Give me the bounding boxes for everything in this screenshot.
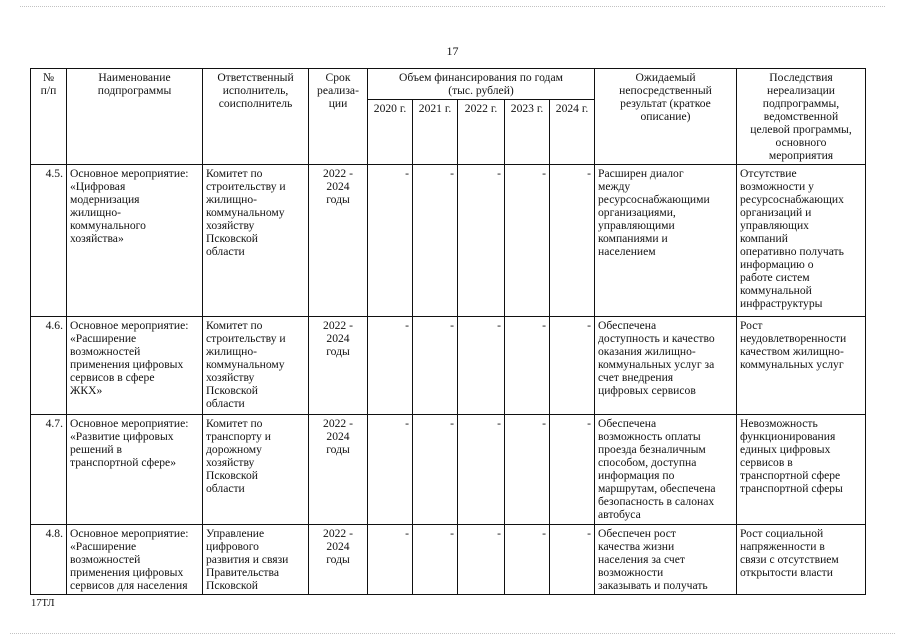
header-num: № п/п xyxy=(31,69,67,165)
executor: Комитет по транспорту и дорожному хозяйству Псковской области xyxy=(203,415,309,525)
funding-value: - xyxy=(505,317,550,415)
funding-value: - xyxy=(368,525,413,595)
measure-name: Основное мероприятие: «Расширение возможностей применения цифровых сервисов в сфере ЖКХ» xyxy=(67,317,203,415)
page-number: 17 xyxy=(446,44,459,58)
measure-name: Основное мероприятие: «Цифровая модернизация жилищно- коммунального хозяйства» xyxy=(67,165,203,317)
consequences: Отсутствие возможности у ресурсоснабжающих организаций и управляющих компаний оперативно получать информацию о работе систем коммунальной инфраструктуры xyxy=(737,165,866,317)
scan-edge-bottom xyxy=(10,633,895,636)
funding-value: - xyxy=(413,525,458,595)
consequences: Рост неудовлетворенности качеством жилищно- коммунальных услуг xyxy=(737,317,866,415)
executor: Управление цифрового развития и связи Правительства Псковской xyxy=(203,525,309,595)
expected-result: Расширен диалог между ресурсоснабжающими организациями, управляющими компаниями и населением xyxy=(595,165,737,317)
period: 2022 - 2024 годы xyxy=(309,415,368,525)
funding-value: - xyxy=(458,525,505,595)
table-row xyxy=(31,165,866,317)
row-number: 4.8. xyxy=(31,525,67,595)
funding-value: - xyxy=(413,165,458,317)
header-consequences: Последствия нереализации подпрограммы, ведомственной целевой программы, основного мероприятия xyxy=(737,69,866,165)
expected-result: Обеспечена доступность и качество оказания жилищно- коммунальных услуг за счет внедрения цифровых сервисов xyxy=(595,317,737,415)
program-table xyxy=(30,68,866,595)
measure-name: Основное мероприятие: «Расширение возможностей применения цифровых сервисов для населения xyxy=(67,525,203,595)
funding-value: - xyxy=(458,165,505,317)
consequences: Рост социальной напряженности в связи с отсутствием открытости власти xyxy=(737,525,866,595)
header-result: Ожидаемый непосредственный результат (краткое описание) xyxy=(595,69,737,165)
expected-result: Обеспечена возможность оплаты проезда безналичным способом, доступна информация по маршрутам, обеспечена безопасность в салонах автобуса xyxy=(595,415,737,525)
funding-value: - xyxy=(550,317,595,415)
header-executor: Ответственный исполнитель, соисполнитель xyxy=(203,69,309,165)
header-period: Срок реализа- ции xyxy=(309,69,368,165)
footer-code: 17ТЛ xyxy=(31,598,55,609)
period: 2022 - 2024 годы xyxy=(309,165,368,317)
funding-value: - xyxy=(368,415,413,525)
measure-name: Основное мероприятие: «Развитие цифровых решений в транспортной сфере» xyxy=(67,415,203,525)
funding-value: - xyxy=(458,317,505,415)
funding-value: - xyxy=(368,165,413,317)
header-funding: Объем финансирования по годам (тыс. рублей) xyxy=(368,69,595,100)
funding-value: - xyxy=(505,525,550,595)
header-name: Наименование подпрограммы xyxy=(67,69,203,165)
row-number: 4.6. xyxy=(31,317,67,415)
scan-edge-top xyxy=(20,6,885,9)
funding-value: - xyxy=(550,415,595,525)
funding-value: - xyxy=(505,165,550,317)
header-year: 2023 г. xyxy=(505,100,550,165)
header-year: 2020 г. xyxy=(368,100,413,165)
consequences: Невозможность функционирования единых цифровых сервисов в транспортной сфере транспортной сферы xyxy=(737,415,866,525)
expected-result: Обеспечен рост качества жизни населения за счет возможности заказывать и получать xyxy=(595,525,737,595)
funding-value: - xyxy=(550,525,595,595)
funding-value: - xyxy=(413,415,458,525)
row-number: 4.7. xyxy=(31,415,67,525)
header-year: 2021 г. xyxy=(413,100,458,165)
funding-value: - xyxy=(368,317,413,415)
funding-value: - xyxy=(550,165,595,317)
period: 2022 - 2024 годы xyxy=(309,525,368,595)
header-year: 2022 г. xyxy=(458,100,505,165)
funding-value: - xyxy=(505,415,550,525)
funding-value: - xyxy=(413,317,458,415)
table-row xyxy=(31,317,866,415)
table-row xyxy=(31,415,866,525)
executor: Комитет по строительству и жилищно- коммунальному хозяйству Псковской области xyxy=(203,317,309,415)
period: 2022 - 2024 годы xyxy=(309,317,368,415)
row-number: 4.5. xyxy=(31,165,67,317)
table-row xyxy=(31,525,866,595)
header-year: 2024 г. xyxy=(550,100,595,165)
funding-value: - xyxy=(458,415,505,525)
executor: Комитет по строительству и жилищно- коммунальному хозяйству Псковской области xyxy=(203,165,309,317)
